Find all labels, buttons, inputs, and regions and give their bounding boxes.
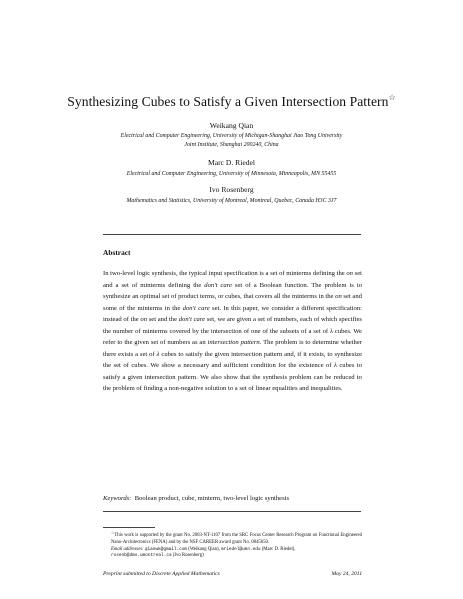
footnote-rule bbox=[103, 527, 155, 528]
affiliation-line: Electrical and Computer Engineering, University of Minnesota, Minneapolis, MN 55455 bbox=[126, 171, 337, 177]
author-affiliation bbox=[60, 197, 403, 206]
affiliation-line: Mathematics and Statistics, University of Montreal, Montreal, Quebec, Canada H3C 3J7 bbox=[126, 198, 337, 204]
paper-title bbox=[0, 93, 463, 110]
keywords bbox=[103, 493, 362, 504]
keywords-text: Boolean product, cube, minterm, two-level logic synthesis bbox=[134, 495, 290, 502]
header-rule bbox=[103, 234, 361, 235]
title-text: Synthesizing Cubes to Satisfy a Given Intersection Pattern bbox=[67, 94, 389, 109]
email-link[interactable]: qianwk@gmail.com bbox=[144, 546, 188, 552]
preprint-date: May 24, 2011 bbox=[331, 571, 362, 577]
footnote-emails: Email addresses: qianwk@gmail.com (Weikang Qian), mriedel@umn.edu (Marc D. Riedel), rosenb@dms.umontreal.ca (Ivo Rosenberg) bbox=[111, 546, 296, 559]
affiliation-line: Joint Institute, Shanghai 200240, China bbox=[184, 142, 279, 148]
abstract-bottom-rule bbox=[103, 511, 361, 512]
abstract-text: In two-level logic synthesis, the typical input specification is a set of minterms defining the on set and a set of minterms defining the don't care set of a Boolean function. The problem is to synthesize an optimal set of product terms, or cubes, that covers all the minterms in the on set and some of the minterms in the don't care set. In this paper, we consider a different specification: instead of the on set and the don't care set, we are given a set of numbers, each of which specifies the number of minterms covered by the intersection of one of the subsets of a set of λ cubes. We refer to the given set of numbers as an intersection pattern. The problem is to determine whether there exists a set of λ cubes to satisfy the given intersection pattern and, if it exists, to synthesize the set of cubes. We show a necessary and sufficient condition for the existence of λ cubes to satisfy a given intersection pattern. We also show that the synthesis problem can be reduced to the problem of finding a non-negative solution to a set of linear equalities and inequalities. bbox=[103, 270, 363, 393]
footnote bbox=[103, 530, 362, 560]
keywords-label: Keywords: bbox=[103, 495, 132, 502]
affiliation-line: Electrical and Computer Engineering, University of Michigan-Shanghai Jiao Tong University bbox=[120, 133, 343, 139]
email-link[interactable]: rosenb@dms.umontreal.ca bbox=[111, 553, 172, 559]
author-affiliation bbox=[60, 132, 403, 150]
author-name: Weikang Qian bbox=[209, 121, 254, 130]
author-name: Marc D. Riedel bbox=[207, 158, 256, 167]
title-footnote-mark: ☆ bbox=[388, 93, 396, 102]
email-link[interactable]: mriedel@umn.edu bbox=[220, 546, 261, 552]
abstract-heading: Abstract bbox=[103, 248, 131, 257]
preprint-note: Preprint submitted to Discrete Applied Mathematics bbox=[103, 571, 220, 577]
footnote-grant: ☆This work is supported by the grant No. 2003-NT-1107 from the SRC Focus Center Research Program on Functional Engineered Nano-Architectonics (FENA) and by the NSF CAREER award grant No. 0845650. bbox=[111, 531, 362, 545]
author-affiliation bbox=[60, 170, 403, 179]
author-name: Ivo Rosenberg bbox=[209, 185, 254, 194]
